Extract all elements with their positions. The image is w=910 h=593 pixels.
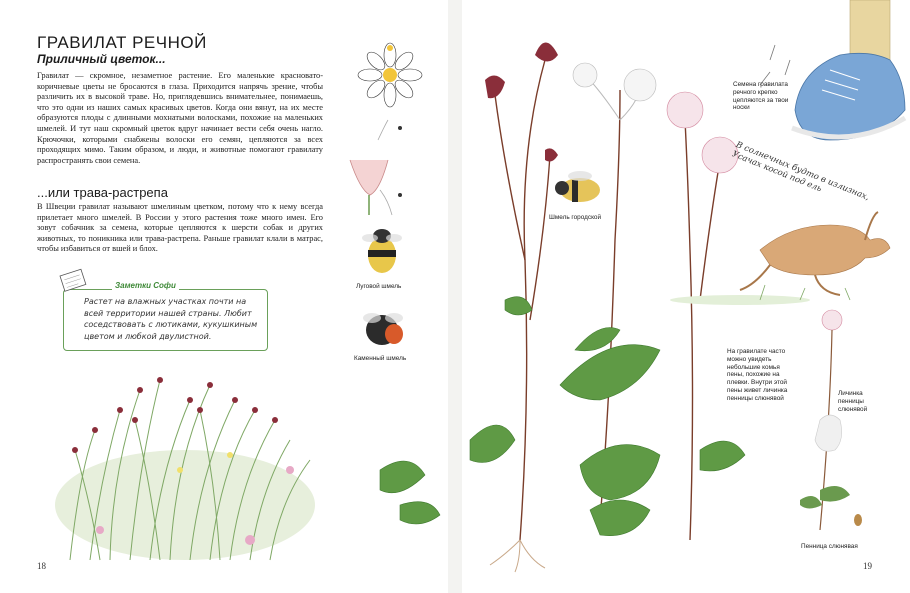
spittlebug-plant-illustration xyxy=(800,330,862,530)
sophie-notes-text: Растет на влажных участках почти на всей территории нашей страны. Любит соседствовать с лютиками, кукушкиным цветом и любкой двулистной. xyxy=(84,297,258,341)
caption-city-bumblebee: Шмель городской xyxy=(549,214,602,221)
caption-meadow-bumblebee: Луговой шмель xyxy=(356,283,402,290)
gutter-shadow xyxy=(448,0,462,593)
caption-spittlebug: Пенница слюнявая xyxy=(801,543,858,550)
city-bumblebee-illustration xyxy=(555,171,600,202)
page-subtitle: Приличный цветок... xyxy=(37,52,166,66)
page-number-left: 18 xyxy=(37,561,46,571)
section-heading: ...или трава-растрепа xyxy=(37,185,168,200)
caption-seeds-socks: Семена гравилата речного крепко цепляются за твои носки xyxy=(733,81,789,112)
sophie-notes-title: Заметки Софи xyxy=(112,281,179,290)
meadow-bumblebee-illustration xyxy=(362,229,402,273)
caption-larva: Личинка пенницы слюнявой xyxy=(838,390,868,413)
caption-foam: На гравилате часто можно увидеть небольшие комья пены, похожие на плевки. Внутри этой пены живет личинка пенницы слюнявой xyxy=(727,348,788,402)
flower-diagram xyxy=(358,43,422,107)
names-paragraph: В Швеции гравилат называют шмелиным цветком, потому что к нему всегда прилетает много шмелей. В России у этого растения тоже много имен. Его зовут собачник за семена, которые цепляются к шерсти собак и других животных, то поникника или трава-растрепа. Раньше гравилат клали в матрас, чтобы избавиться от вшей и блох. xyxy=(37,202,323,254)
flower-cross-section xyxy=(350,120,402,215)
handwritten-note: В солнечных будто в излизнах, Усачах косой под ель xyxy=(730,140,871,203)
page-number-right: 19 xyxy=(863,561,872,571)
intro-paragraph: Гравилат — скромное, незаметное растение. Его маленькие красновато-коричневые цветы не бросаются в глаза. Приходится напрячь зрение, чтобы различить их в высокой траве. Но, приглядевшись внимательнее, понимаешь, что это одни из наших самых красивых цветов. Когда они вянут, на их месте образуются плоды с длинными мохнатыми волосками, похожие на маленьких шмелей. И тут наш скромный цветок вдруг начинает вести себя очень нагло. Крючочки, которыми снабжены волоски его семян, цепляются за всех проходящих мимо. Таким образом, и люди, и животные помогают гравилату распространять свои семена. xyxy=(37,71,323,165)
stone-bumblebee-illustration xyxy=(363,313,403,345)
meadow-illustration xyxy=(55,377,315,560)
hare-illustration xyxy=(670,212,890,305)
caption-stone-bumblebee: Каменный шмель xyxy=(354,355,407,362)
shoe-illustration xyxy=(760,0,905,140)
page-title: ГРАВИЛАТ РЕЧНОЙ xyxy=(37,33,207,52)
